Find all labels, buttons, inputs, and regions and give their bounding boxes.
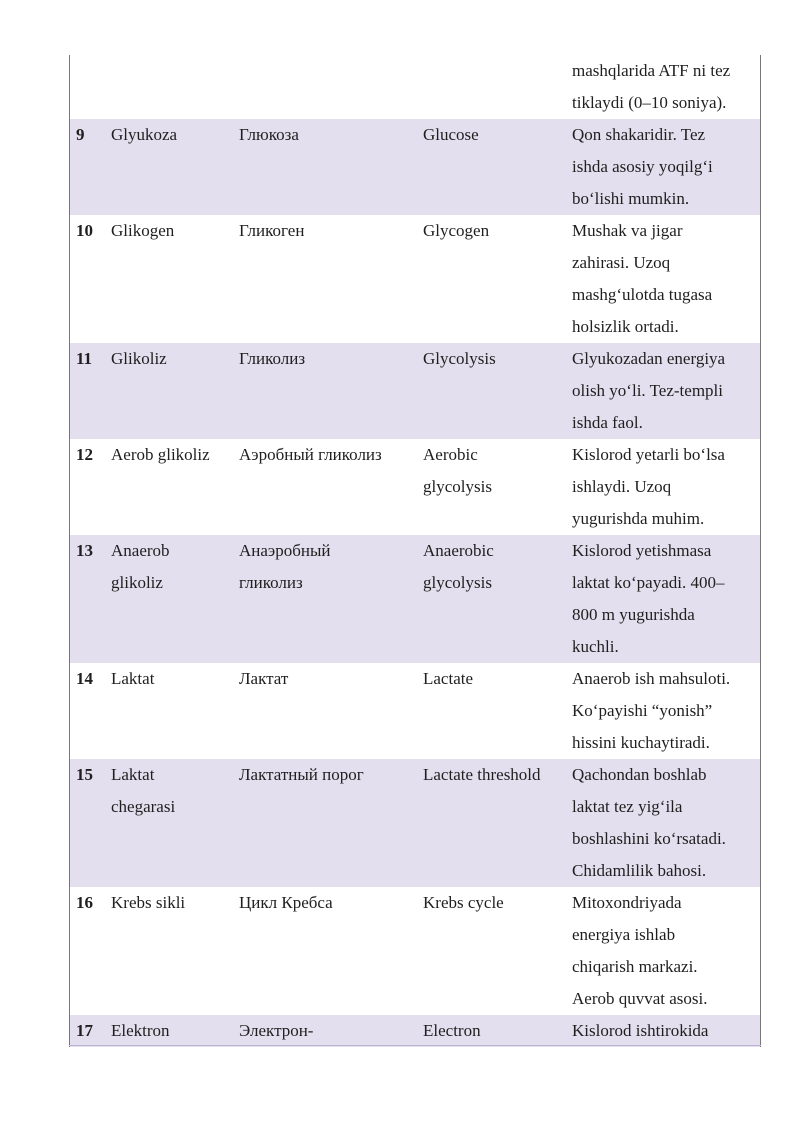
term-number-cell — [70, 215, 108, 343]
term-number: 16 — [76, 893, 93, 912]
term-english-line: Glycolysis — [423, 349, 496, 368]
term-description-line: laktat tez yig‘ila — [572, 797, 683, 816]
term-description-line: laktat ko‘payadi. 400– — [572, 573, 725, 592]
table-row — [70, 215, 760, 343]
term-english-cell — [420, 215, 569, 343]
term-russian-cell — [236, 343, 420, 439]
table-body — [70, 55, 760, 1047]
term-russian-cell — [236, 439, 420, 535]
term-description-line: chiqarish markazi. — [572, 957, 698, 976]
term-description-line: 800 m yugurishda — [572, 605, 695, 624]
term-uzbek-line: Laktat — [111, 669, 155, 688]
term-description-line: Kislorod yetarli bo‘lsa — [572, 445, 725, 464]
term-description-cell — [569, 439, 760, 535]
term-uzbek-line: Krebs sikli — [111, 893, 186, 912]
term-uzbek-cell — [108, 55, 236, 119]
table-row — [70, 663, 760, 759]
term-description-line: ishda asosiy yoqilg‘i — [572, 157, 713, 176]
term-description-line: Ko‘payishi “yonish” — [572, 701, 713, 720]
term-uzbek-cell — [108, 343, 236, 439]
term-description-line: Anaerob ish mahsuloti. — [572, 669, 731, 688]
term-description-line: Qachondan boshlab — [572, 765, 707, 784]
term-russian-cell — [236, 663, 420, 759]
term-uzbek-line: Glyukoza — [111, 125, 178, 144]
term-description-line: tiklaydi (0–10 soniya). — [572, 93, 727, 112]
term-uzbek-line: Glikogen — [111, 221, 175, 240]
term-russian-line: Гликоген — [239, 221, 305, 240]
term-uzbek-line: Elektron — [111, 1021, 170, 1040]
term-description-line: Kislorod ishtirokida — [572, 1021, 709, 1040]
term-description-line: ishda faol. — [572, 413, 643, 432]
term-english-cell — [420, 55, 569, 119]
term-english-cell — [420, 663, 569, 759]
term-english-cell — [420, 439, 569, 535]
term-uzbek-cell — [108, 759, 236, 887]
term-russian-line: Лактатный порог — [239, 765, 364, 784]
term-number-cell — [70, 119, 108, 215]
term-number-cell — [70, 1015, 108, 1047]
term-russian-line: гликолиз — [239, 573, 303, 592]
term-russian-cell — [236, 535, 420, 663]
term-description-line: Aerob quvvat asosi. — [572, 989, 708, 1008]
term-number-cell — [70, 439, 108, 535]
term-number-cell — [70, 343, 108, 439]
term-english-line: Lactate threshold — [423, 765, 541, 784]
term-description-line: Kislorod yetishmasa — [572, 541, 712, 560]
term-description-line: mashqlarida ATF ni tez — [572, 61, 731, 80]
term-number: 9 — [76, 125, 85, 144]
term-description-cell — [569, 535, 760, 663]
term-uzbek-cell — [108, 439, 236, 535]
term-description-line: holsizlik ortadi. — [572, 317, 679, 336]
term-russian-line: Гликолиз — [239, 349, 306, 368]
term-description-line: yugurishda muhim. — [572, 509, 705, 528]
term-description-cell — [569, 215, 760, 343]
term-uzbek-cell — [108, 215, 236, 343]
term-description-cell — [569, 663, 760, 759]
term-description-line: boshlashini ko‘rsatadi. — [572, 829, 726, 848]
term-description-line: Qon shakaridir. Tez — [572, 125, 706, 144]
table-row — [70, 55, 760, 119]
term-english-line: Krebs cycle — [423, 893, 504, 912]
term-english-line: Lactate — [423, 669, 474, 688]
term-russian-cell — [236, 887, 420, 1015]
term-uzbek-line: Aerob glikoliz — [111, 445, 210, 464]
term-russian-cell — [236, 55, 420, 119]
term-description-cell — [569, 759, 760, 887]
term-description-line: hissini kuchaytiradi. — [572, 733, 710, 752]
term-uzbek-line: Laktat — [111, 765, 155, 784]
term-description-line: Mitoxondriyada — [572, 893, 682, 912]
term-number-cell — [70, 759, 108, 887]
term-description-cell — [569, 887, 760, 1015]
term-description-line: Chidamlilik bahosi. — [572, 861, 707, 880]
term-english-cell — [420, 535, 569, 663]
term-english-line: Anaerobic — [423, 541, 494, 560]
table-row — [70, 119, 760, 215]
term-description-line: ishlaydi. Uzoq — [572, 477, 672, 496]
term-english-cell — [420, 119, 569, 215]
term-russian-line: Электрон- — [239, 1021, 314, 1040]
term-english-cell — [420, 1015, 569, 1047]
term-russian-line: Цикл Кребса — [239, 893, 333, 912]
term-english-cell — [420, 759, 569, 887]
term-description-cell — [569, 1015, 760, 1047]
term-russian-cell — [236, 1015, 420, 1047]
term-description-line: Glyukozadan energiya — [572, 349, 726, 368]
term-description-line: olish yo‘li. Tez-templi — [572, 381, 723, 400]
term-english-line: Electron — [423, 1021, 481, 1040]
term-english-cell — [420, 343, 569, 439]
term-uzbek-line: Anaerob — [111, 541, 170, 560]
term-description-line: mashg‘ulotda tugasa — [572, 285, 713, 304]
term-uzbek-cell — [108, 119, 236, 215]
terms-table — [69, 55, 761, 1047]
term-number-cell — [70, 663, 108, 759]
term-description-line: kuchli. — [572, 637, 619, 656]
term-russian-line: Глюкоза — [239, 125, 299, 144]
term-number-cell — [70, 55, 108, 119]
table-row — [70, 887, 760, 1015]
term-number-cell — [70, 887, 108, 1015]
term-number: 13 — [76, 541, 93, 560]
term-description-cell — [569, 55, 760, 119]
term-english-line: glycolysis — [423, 477, 492, 496]
term-russian-cell — [236, 119, 420, 215]
table-row — [70, 535, 760, 663]
terms-table-grid — [70, 55, 760, 1047]
table-bottom-border — [69, 1045, 761, 1046]
term-uzbek-cell — [108, 1015, 236, 1047]
table-row — [70, 759, 760, 887]
term-uzbek-line: chegarasi — [111, 797, 176, 816]
term-english-line: glycolysis — [423, 573, 492, 592]
table-row — [70, 1015, 760, 1047]
term-number: 17 — [76, 1021, 93, 1040]
term-description-line: Mushak va jigar — [572, 221, 683, 240]
term-description-line: zahirasi. Uzoq — [572, 253, 671, 272]
term-description-line: energiya ishlab — [572, 925, 676, 944]
term-russian-line: Аэробный гликолиз — [239, 445, 382, 464]
term-russian-cell — [236, 215, 420, 343]
table-row — [70, 439, 760, 535]
term-description-cell — [569, 119, 760, 215]
term-english-line: Glucose — [423, 125, 479, 144]
term-uzbek-cell — [108, 535, 236, 663]
term-english-cell — [420, 887, 569, 1015]
term-number-cell — [70, 535, 108, 663]
term-uzbek-line: glikoliz — [111, 573, 163, 592]
term-description-cell — [569, 343, 760, 439]
term-russian-line: Анаэробный — [239, 541, 331, 560]
term-number: 15 — [76, 765, 93, 784]
term-number: 10 — [76, 221, 93, 240]
term-english-line: Glycogen — [423, 221, 490, 240]
term-uzbek-cell — [108, 887, 236, 1015]
table-row — [70, 343, 760, 439]
term-russian-line: Лактат — [239, 669, 289, 688]
term-english-line: Aerobic — [423, 445, 478, 464]
term-russian-cell — [236, 759, 420, 887]
term-description-line: bo‘lishi mumkin. — [572, 189, 690, 208]
term-number: 14 — [76, 669, 93, 688]
term-number: 11 — [76, 349, 93, 368]
term-uzbek-line: Glikoliz — [111, 349, 167, 368]
term-uzbek-cell — [108, 663, 236, 759]
term-number: 12 — [76, 445, 93, 464]
